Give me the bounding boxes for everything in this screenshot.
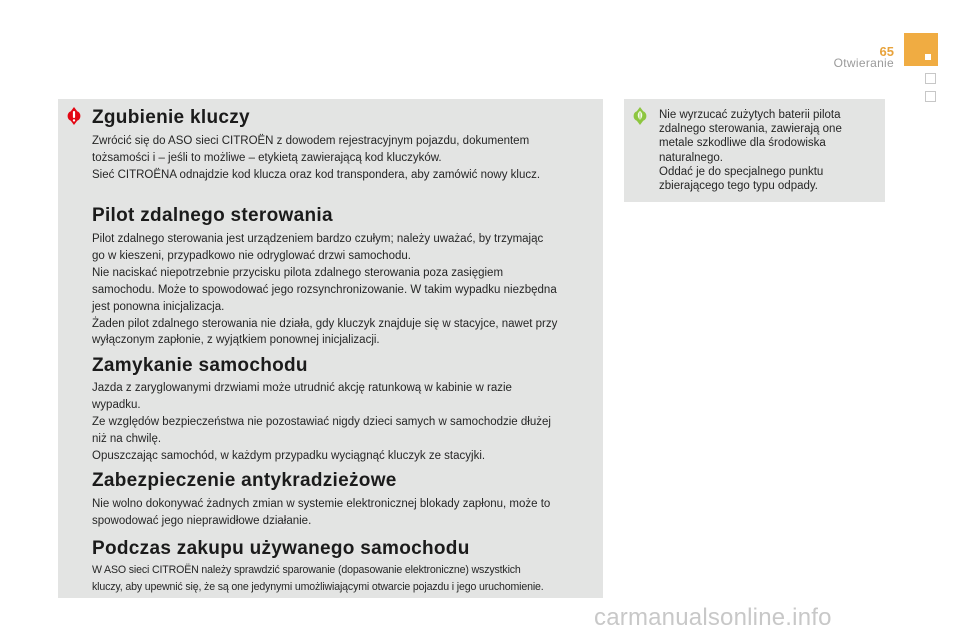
section-body-lost-keys: Zwrócić się do ASO sieci CITROËN z dowodem rejestracyjnym pojazdu, dokumentem tożsamości i – jeśli to możliwe – etykietą zawierającą kod kluczyków. Sieć CITROËNA odnajdzie kod klucza oraz kod transpondera, aby zamówić nowy klucz.	[92, 135, 541, 181]
page-number: 65	[879, 44, 894, 59]
section-heading-remote-control: Pilot zdalnego sterowania	[92, 205, 333, 226]
tab-dot-icon	[925, 54, 931, 60]
section-heading-used-car: Podczas zakupu używanego samochodu	[92, 538, 470, 559]
section-body-used-car: W ASO sieci CITROËN należy sprawdzić sparowanie (dopasowanie elektroniczne) wszystkich kluczy, aby upewnić się, że są one jedynymi umożliwiającymi otwarcie pojazdu i jego uruchomienie.	[92, 564, 544, 593]
section-heading-locking: Zamykanie samochodu	[92, 355, 308, 376]
section-body-remote-control: Pilot zdalnego sterowania jest urządzeniem bardzo czułym; należy uważać, by trzymając go w kieszeni, przypadkowo nie odryglować drzwi samochodu. Nie naciskać niepotrzebnie przycisku pilota zdalnego sterowania poza zasięgiem samochodu. Może to spowodować jego rozsynchronizowanie. W takim wypadku niezbędna jest ponowna inicjalizacja. Żaden pilot zdalnego sterowania nie działa, gdy kluczyk znajduje się w stacyjce, nawet przy wyłączonym zapłonie, z wyjątkiem ponownej inicjalizacji.	[92, 233, 558, 347]
warning-exclamation-icon	[64, 106, 84, 126]
chapter-tab-box[interactable]	[925, 73, 936, 84]
section-heading-lost-keys: Zgubienie kluczy	[92, 107, 250, 128]
section-body-locking: Jazda z zaryglowanymi drzwiami może utrudnić akcję ratunkową w kabinie w razie wypadku. Ze względów bezpieczeństwa nie pozostawiać nigdy dzieci samych w samochodzie dłużej niż na chwilę. Opuszczając samochód, w każdym przypadku wyciągnąć kluczyk ze stacyjki.	[92, 382, 551, 462]
eco-leaf-icon	[630, 106, 650, 126]
chapter-tab-active[interactable]	[904, 33, 938, 66]
watermark: carmanualsonline.info	[594, 604, 832, 631]
section-title: Otwieranie	[833, 56, 894, 70]
section-body-anti-theft: Nie wolno dokonywać żadnych zmian w systemie elektronicznej blokady zapłonu, może to spowodować jego nieprawidłowe działanie.	[92, 498, 551, 527]
eco-note-text: Nie wyrzucać zużytych baterii pilota zdalnego sterowania, zawierają one metale szkodliwe dla środowiska naturalnego. Oddać je do specjalnego punktu zbierającego tego typu odpady.	[659, 109, 842, 193]
section-heading-anti-theft: Zabezpieczenie antykradzieżowe	[92, 470, 397, 491]
chapter-tab-box[interactable]	[925, 91, 936, 102]
